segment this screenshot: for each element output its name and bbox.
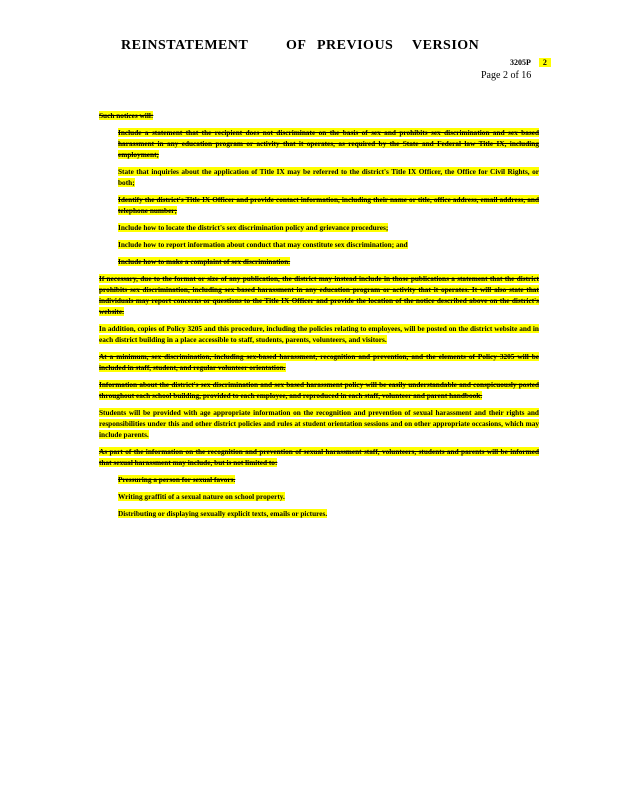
- students-paragraph: [99, 407, 539, 440]
- information-paragraph: [99, 379, 539, 401]
- list-item-text: Include how to report information about conduct that may constitute sex discrimination; and: [118, 240, 408, 249]
- list-item: [99, 508, 539, 519]
- title-word-1: REINSTATEMENT: [121, 38, 249, 53]
- list-item: [99, 491, 539, 502]
- title-word-3: PREVIOUS: [317, 38, 394, 53]
- information-text: Information about the district's sex discrimination and sex based harassment policy will be easily understandable and conspicuously posted throughout each school building, provided to each employee, and reproduced in each staff, volunteer and parent handbook.: [99, 380, 539, 400]
- list-item: [99, 127, 539, 160]
- revision-number: 2: [539, 58, 551, 67]
- list-item: [99, 256, 539, 267]
- page-number: Page 2 of 16: [481, 70, 532, 81]
- list-item-text: Include a statement that the recipient does not discriminate on the basis of sex and prohibits sex discrimination and sex based harassment in any education program or activity that it operates, as required by the State and Federal law Title IX, including employment;: [118, 128, 539, 159]
- list-item-text: Include how to make a complaint of sex discrimination.: [118, 257, 291, 266]
- title-word-2: OF: [286, 38, 307, 53]
- list-item: [99, 239, 539, 250]
- doc-number: 3205P: [510, 58, 531, 67]
- part-text: As part of the information on the recognition and prevention of sexual harassment staff, volunteers, students and parents will be informed that sexual harassment may include, but is not limited to:: [99, 447, 539, 467]
- list-item: [99, 222, 539, 233]
- addition-paragraph: [99, 323, 539, 345]
- list-item: [99, 474, 539, 485]
- list-item: [99, 166, 539, 188]
- minimum-paragraph: [99, 351, 539, 373]
- list-item-text: Pressuring a person for sexual favors.: [118, 475, 236, 484]
- minimum-text: At a minimum, sex discrimination, including sex-based harassment, recognition and prevention, and the elements of Policy 3205 will be included in staff, student, and regular volunteer orientation.: [99, 352, 539, 372]
- list-item-text: Writing graffiti of a sexual nature on school property.: [118, 492, 285, 501]
- part-paragraph: [99, 446, 539, 468]
- students-text: Students will be provided with age appropriate information on the recognition and prevention of sexual harassment and their rights and responsibilities under this and other district policies and rules at student orientation sessions and on other appropriate occasions, which may include parents.: [99, 408, 539, 439]
- list-item: [99, 194, 539, 216]
- list-item-text: Include how to locate the district's sex discrimination policy and grievance procedures;: [118, 223, 389, 232]
- necessary-paragraph: [99, 273, 539, 317]
- necessary-text: If necessary, due to the format or size of any publication, the district may instead include in those publications a statement that the district prohibits sex discrimination, including sex based harassment in any education program or activity that it operates. It will also state that individuals may report concerns or questions to the Title IX Officer and provide the location of the notice described above on the district's website.: [99, 274, 539, 316]
- list-item-text: State that inquiries about the application of Title IX may be referred to the district's Title IX Officer, the Office for Civil Rights, or both;: [118, 167, 539, 187]
- intro-text: Such notices will:: [99, 111, 154, 120]
- policy-number: [510, 58, 551, 67]
- list-item-text: Distributing or displaying sexually explicit texts, emails or pictures.: [118, 509, 328, 518]
- title-word-4: VERSION: [412, 38, 480, 53]
- addition-text: In addition, copies of Policy 3205 and this procedure, including the policies relating to employees, will be posted on the district website and in each district building in a place accessible to staff, students, parents, volunteers, and visitors.: [99, 324, 539, 344]
- document-body: [99, 110, 539, 525]
- list-item-text: Identify the district's Title IX Officer and provide contact information, including their name or title, office address, email address, and telephone number;: [118, 195, 539, 215]
- intro-paragraph: [99, 110, 539, 121]
